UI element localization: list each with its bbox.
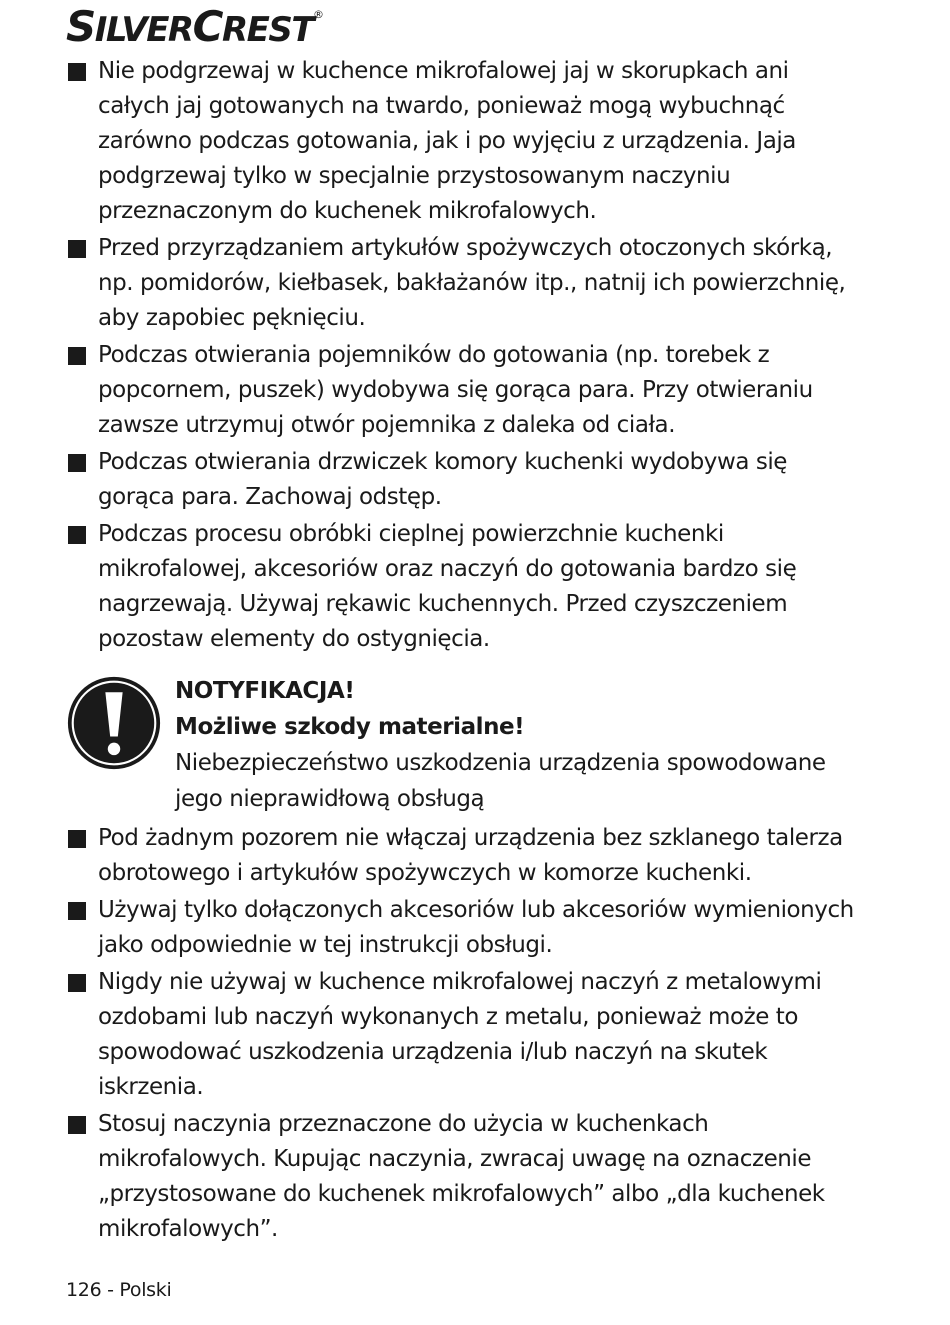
list-item [66, 338, 864, 443]
list-item-text: Podczas procesu obróbki cieplnej powierzchnie kuchenki mikrofalowej, akcesoriów oraz naczyń do gotowania bardzo się nagrzewają. Używaj rękawic kuchennych. Przed czyszczeniem pozostaw elementy do ostygnięcia. [98, 521, 797, 652]
square-bullet-icon [68, 526, 86, 544]
safety-list-top [66, 54, 864, 659]
list-item [66, 965, 864, 1105]
list-item-text: Stosuj naczynia przeznaczone do użycia w kuchenkach mikrofalowych. Kupując naczynia, zwracaj uwagę na oznaczenie „przystosowane do kuchenek mikrofalowych” albo „dla kuchenek mikrofalowych”. [98, 1111, 825, 1242]
list-item-text: Przed przyrządzaniem artykułów spożywczych otoczonych skórką, np. pomidorów, kiełbasek, bakłażanów itp., natnij ich powierzchnię, aby zapobiec pęknięciu. [98, 235, 846, 331]
list-item [66, 231, 864, 336]
notice-text [175, 673, 865, 817]
list-item-text: Nigdy nie używaj w kuchence mikrofalowej naczyń z metalowymi ozdobami lub naczyń wykonanych z metalu, ponieważ może to spowodować uszkodzenia urządzenia i/lub naczyń na skutek iskrzenia. [98, 969, 822, 1100]
list-item [66, 445, 864, 515]
notice-block [66, 673, 864, 823]
square-bullet-icon [68, 1116, 86, 1134]
brand-logo [66, 2, 324, 51]
list-item-text: Pod żadnym pozorem nie włączaj urządzenia bez szklanego talerza obrotowego i artykułów spożywczych w komorze kuchenki. [98, 825, 843, 886]
square-bullet-icon [68, 974, 86, 992]
notice-title: NOTYFIKACJA! [175, 678, 355, 704]
square-bullet-icon [68, 454, 86, 472]
square-bullet-icon [68, 347, 86, 365]
logo-text-ilver: ILVER [94, 10, 193, 50]
list-item [66, 517, 864, 657]
square-bullet-icon [68, 830, 86, 848]
square-bullet-icon [68, 902, 86, 920]
registered-mark: ® [313, 8, 325, 21]
list-item-text: Podczas otwierania drzwiczek komory kuchenki wydobywa się gorąca para. Zachowaj odstęp. [98, 449, 788, 510]
list-item [66, 893, 864, 963]
square-bullet-icon [68, 240, 86, 258]
safety-list-bottom [66, 821, 864, 1249]
square-bullet-icon [68, 63, 86, 81]
list-item [66, 821, 864, 891]
list-item [66, 54, 864, 229]
notice-subtitle: Możliwe szkody materialne! [175, 714, 525, 740]
list-item-text: Używaj tylko dołączonych akcesoriów lub akcesoriów wymienionych jako odpowiednie w tej instrukcji obsługi. [98, 897, 854, 958]
notice-body: Niebezpieczeństwo uszkodzenia urządzenia spowodowane jego nieprawidłową obsługą [175, 750, 826, 812]
logo-initial-c: C [192, 2, 222, 51]
logo-text-rest: REST [221, 10, 314, 50]
exclamation-circle-icon [66, 675, 162, 771]
list-item-text: Podczas otwierania pojemników do gotowania (np. torebek z popcornem, puszek) wydobywa się gorąca para. Przy otwieraniu zawsze utrzymuj otwór pojemnika z daleka od ciała. [98, 342, 813, 438]
list-item-text: Nie podgrzewaj w kuchence mikrofalowej jaj w skorupkach ani całych jaj gotowanych na twardo, ponieważ mogą wybuchnąć zarówno podczas gotowania, jak i po wyjęciu z urządzenia. Jaja podgrzewaj tylko w specjalnie przystosowanym naczyniu przeznaczonym do kuchenek mikrofalowych. [98, 58, 796, 224]
logo-initial-s: S [66, 2, 95, 51]
list-item [66, 1107, 864, 1247]
page-footer: 126 - Polski [66, 1279, 172, 1301]
